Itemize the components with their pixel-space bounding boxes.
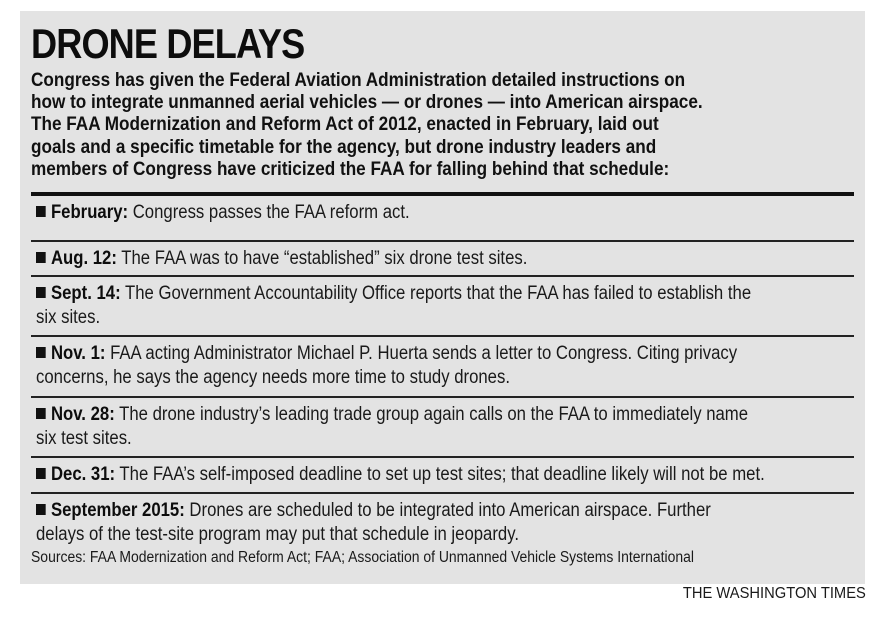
timeline-entry — [31, 494, 854, 550]
timeline-text: FAA acting Administrator Michael P. Huerta sends a letter to Congress. Citing privacy — [110, 343, 738, 364]
bullet-square-icon — [36, 504, 46, 515]
intro-paragraph — [31, 69, 849, 180]
timeline-text: The FAA’s self-imposed deadline to set up test sites; that deadline likely will not be met. — [119, 464, 765, 485]
bullet-square-icon — [36, 252, 46, 263]
timeline-date: September 2015: — [50, 500, 185, 521]
timeline-text: Drones are scheduled to be integrated into American airspace. Further — [189, 500, 711, 521]
timeline-text: The drone industry’s leading trade group again calls on the FAA to immediately name — [119, 404, 749, 425]
intro-line: goals and a specific timetable for the agency, but drone industry leaders and — [31, 135, 657, 158]
publisher-credit: THE WASHINGTON TIMES — [683, 585, 866, 602]
timeline-date: February: — [50, 202, 129, 223]
timeline-entry — [31, 196, 854, 242]
intro-line: The FAA Modernization and Reform Act of 2012, enacted in February, laid out — [31, 113, 659, 136]
timeline-date: Nov. 1: — [50, 343, 106, 364]
intro-line: Congress has given the Federal Aviation Administration detailed instructions on — [31, 69, 686, 91]
sources-note: Sources: FAA Modernization and Reform Act; FAA; Association of Unmanned Vehicle Systems International — [31, 549, 694, 566]
timeline-entry — [31, 277, 854, 337]
timeline-text: six sites. — [36, 307, 101, 328]
timeline-text: concerns, he says the agency needs more time to study drones. — [36, 367, 510, 388]
bullet-square-icon — [36, 347, 46, 358]
timeline-date: Sept. 14: — [50, 283, 121, 304]
intro-line: how to integrate unmanned aerial vehicles — or drones — into American airspace. — [31, 91, 703, 114]
timeline-text: The Government Accountability Office reports that the FAA has failed to establish the — [125, 283, 752, 304]
timeline-entry — [31, 242, 854, 277]
timeline-date: Nov. 28: — [50, 404, 115, 425]
bullet-square-icon — [36, 287, 46, 298]
timeline-date: Aug. 12: — [50, 248, 117, 269]
timeline-entry — [31, 398, 854, 458]
bullet-square-icon — [36, 408, 46, 419]
timeline-text: Congress passes the FAA reform act. — [132, 202, 410, 223]
timeline-entry — [31, 337, 854, 398]
headline: DRONE DELAYS — [31, 20, 305, 67]
infographic-panel — [20, 11, 865, 584]
timeline-text: The FAA was to have “established” six drone test sites. — [121, 248, 528, 269]
timeline-date: Dec. 31: — [50, 464, 116, 485]
bullet-square-icon — [36, 206, 46, 217]
bullet-square-icon — [36, 468, 46, 479]
timeline-list — [31, 196, 854, 550]
timeline-text: six test sites. — [36, 428, 132, 449]
intro-line: members of Congress have criticized the FAA for falling behind that schedule: — [31, 157, 670, 180]
timeline-entry — [31, 458, 854, 494]
timeline-text: delays of the test-site program may put that schedule in jeopardy. — [36, 524, 519, 545]
